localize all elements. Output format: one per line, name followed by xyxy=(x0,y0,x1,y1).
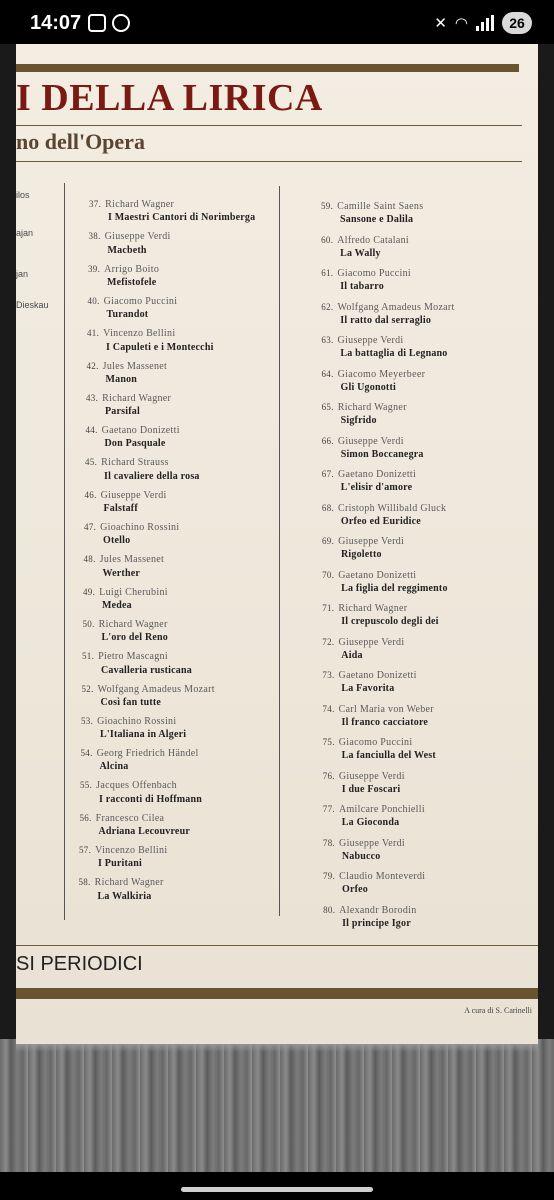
opera-entry xyxy=(322,565,448,595)
entry-number: 42. xyxy=(86,360,99,371)
entry-number: 69. xyxy=(322,536,335,546)
screenshot-icon xyxy=(88,14,106,32)
entry-composer: Cristoph Willibald Gluck xyxy=(338,502,447,514)
entry-number: 40. xyxy=(87,295,100,306)
opera-entry xyxy=(322,397,407,427)
opera-entry xyxy=(321,330,447,360)
entry-number: 49. xyxy=(83,586,96,597)
entry-composer: Luigi Cherubini xyxy=(99,586,168,598)
entry-number: 54. xyxy=(80,748,93,759)
entry-number: 63. xyxy=(321,335,334,345)
entry-number: 65. xyxy=(321,402,334,412)
mute-icon: ✕ xyxy=(434,15,447,32)
entry-number: 55. xyxy=(80,780,93,791)
entry-number: 50. xyxy=(82,618,95,629)
home-gesture-handle[interactable] xyxy=(181,1187,373,1192)
entry-opera: I Maestri Cantori di Norimberga xyxy=(108,212,256,224)
entry-number: 76. xyxy=(322,770,335,781)
entry-opera: Alcina xyxy=(99,761,129,773)
entry-opera: I Capuleti e i Montecchi xyxy=(106,341,214,353)
entry-composer: Carl Maria von Weber xyxy=(338,703,434,715)
entry-opera: Orfeo xyxy=(342,884,368,896)
entry-composer: Vincenzo Bellini xyxy=(103,328,176,340)
entry-opera: Adriana Lecouvreur xyxy=(98,826,190,838)
wood-floor xyxy=(0,1039,554,1172)
entry-composer: Georg Friedrich Händel xyxy=(96,748,199,760)
entry-number: 62. xyxy=(321,301,334,312)
entry-opera: Otello xyxy=(103,535,131,547)
entry-number: 78. xyxy=(322,837,336,848)
entry-number: 53. xyxy=(81,715,94,726)
opera-entry xyxy=(322,431,424,461)
entry-number: 59. xyxy=(321,201,334,211)
entry-composer: Francesco Cilea xyxy=(95,812,165,824)
bottom-gold-bar xyxy=(16,988,538,999)
entry-opera: La Gioconda xyxy=(341,817,400,829)
opera-entry xyxy=(323,900,416,930)
footer-rule xyxy=(16,945,538,946)
booklet-page xyxy=(16,44,538,1044)
entry-opera: Aida xyxy=(341,649,363,661)
entry-number: 72. xyxy=(322,636,335,647)
opera-entry xyxy=(80,808,190,838)
entry-opera: L'Italiana in Algeri xyxy=(100,729,187,741)
entry-opera: I due Foscari xyxy=(341,783,401,795)
entry-composer: Camille Saint Saens xyxy=(337,201,424,212)
entry-number: 46. xyxy=(84,489,97,500)
entry-number: 44. xyxy=(85,425,98,436)
entry-composer: Giuseppe Verdi xyxy=(337,435,404,447)
entry-opera: Gli Ugonotti xyxy=(340,381,396,393)
opera-entry xyxy=(88,259,159,289)
opera-entry xyxy=(321,230,409,260)
entry-composer: Wolfgang Amadeus Mozart xyxy=(337,301,455,313)
fragment-item: ajan xyxy=(16,228,34,238)
entry-composer: Richard Wagner xyxy=(337,402,407,413)
entry-opera: Medea xyxy=(102,599,132,611)
page-subtitle: no dell'Opera xyxy=(16,129,145,154)
entry-composer: Richard Wagner xyxy=(105,199,175,210)
entry-composer: Giacomo Puccini xyxy=(103,295,178,307)
entry-number: 67. xyxy=(321,469,334,479)
entry-number: 74. xyxy=(322,703,335,714)
opera-entry xyxy=(81,711,186,741)
fragment-item: jan xyxy=(16,269,29,279)
entry-composer: Giuseppe Verdi xyxy=(339,837,405,849)
entry-composer: Gaetano Donizetti xyxy=(338,670,417,681)
opera-entry xyxy=(323,699,434,729)
entry-composer: Richard Strauss xyxy=(101,457,169,469)
fragment-item: ilos xyxy=(16,190,30,200)
opera-entry xyxy=(322,498,446,528)
opera-entry xyxy=(83,614,169,644)
opera-entry xyxy=(86,388,171,418)
entry-composer: Gioachino Rossini xyxy=(97,715,177,727)
entry-number: 47. xyxy=(84,522,97,532)
entry-opera: Il franco cacciatore xyxy=(341,716,429,728)
entry-number: 48. xyxy=(83,554,96,565)
entry-opera: Così fan tutte xyxy=(100,696,162,708)
entry-composer: Alfredo Catalani xyxy=(337,234,409,246)
entry-composer: Richard Wagner xyxy=(102,392,172,404)
battery-indicator: 26 xyxy=(502,12,532,34)
opera-entry xyxy=(322,531,404,561)
entry-number: 75. xyxy=(322,737,335,747)
opera-entry xyxy=(84,549,165,579)
entry-composer: Gaetano Donizetti xyxy=(101,425,180,437)
entry-composer: Giuseppe Verdi xyxy=(338,636,405,648)
entry-number: 79. xyxy=(323,871,336,881)
entry-composer: Alexandr Borodin xyxy=(339,904,417,916)
entry-number: 38. xyxy=(88,231,101,242)
opera-entry xyxy=(80,775,202,805)
entry-composer: Richard Wagner xyxy=(94,877,164,889)
page-title: I DELLA LIRICA xyxy=(16,77,323,119)
entry-number: 43. xyxy=(86,392,99,403)
entry-opera: La Wally xyxy=(340,247,381,259)
entry-opera: Parsifal xyxy=(105,406,140,418)
opera-entry xyxy=(79,872,164,902)
entry-number: 77. xyxy=(322,804,335,814)
title-rule xyxy=(16,125,522,126)
entry-number: 70. xyxy=(322,569,335,580)
entry-opera: La Walkiria xyxy=(97,890,152,902)
entry-opera: L'oro del Reno xyxy=(101,632,169,644)
status-time: 14:07 xyxy=(30,12,82,34)
entry-opera: La Favorita xyxy=(341,683,395,695)
entry-number: 51. xyxy=(82,651,95,662)
column-divider xyxy=(279,186,280,916)
top-gold-bar xyxy=(16,64,519,72)
opera-entry xyxy=(322,665,416,695)
entry-number: 52. xyxy=(81,683,94,694)
entry-composer: Richard Wagner xyxy=(338,603,408,614)
entry-number: 60. xyxy=(321,234,334,245)
entry-opera: Falstaff xyxy=(103,503,138,515)
entry-composer: Giuseppe Verdi xyxy=(100,489,167,501)
wifi-icon: ◠ xyxy=(454,15,468,32)
opera-entry xyxy=(89,194,255,224)
entry-opera: Simon Boccanegra xyxy=(340,448,424,460)
opera-entry xyxy=(323,833,405,863)
opera-entry xyxy=(321,196,423,226)
fragment-item: Dieskau xyxy=(16,300,49,310)
entry-composer: Claudio Monteverdi xyxy=(339,871,426,882)
entry-opera: Macbeth xyxy=(107,244,147,256)
entry-composer: Jules Massenet xyxy=(99,554,165,566)
entry-composer: Jules Massenet xyxy=(102,360,168,372)
entry-opera: Don Pasquale xyxy=(104,438,166,450)
opera-entry xyxy=(87,323,214,353)
opera-entry xyxy=(81,743,199,773)
entry-opera: La figlia del reggimento xyxy=(341,582,448,594)
entry-composer: Giuseppe Verdi xyxy=(338,770,405,782)
opera-entry xyxy=(85,485,167,515)
entry-composer: Wolfgang Amadeus Mozart xyxy=(97,683,215,695)
entry-number: 80. xyxy=(323,904,336,915)
entry-opera: Il principe Igor xyxy=(342,917,411,929)
entry-opera: Sigfrido xyxy=(340,415,377,427)
entry-composer: Jacques Offenbach xyxy=(96,780,177,792)
opera-entry xyxy=(86,420,180,450)
opera-entry xyxy=(323,866,425,896)
entry-opera: Il crepuscolo degli dei xyxy=(341,616,439,628)
entry-number: 68. xyxy=(321,502,335,513)
entry-opera: La fanciulla del West xyxy=(341,750,436,762)
entry-opera: Werther xyxy=(102,567,140,579)
entry-composer: Giuseppe Verdi xyxy=(338,536,405,547)
entry-opera: Mefistofele xyxy=(107,276,157,288)
entry-number: 39. xyxy=(88,263,101,274)
entry-opera: Orfeo ed Euridice xyxy=(340,515,421,527)
opera-entry xyxy=(83,582,168,612)
entry-number: 56. xyxy=(79,812,92,823)
entry-number: 37. xyxy=(89,199,102,209)
opera-entry xyxy=(321,263,411,293)
opera-entry xyxy=(88,291,178,321)
status-bar xyxy=(0,0,554,44)
entry-number: 61. xyxy=(321,268,334,278)
entry-number: 73. xyxy=(322,670,335,680)
column-divider xyxy=(64,183,65,920)
entry-composer: Amilcare Ponchielli xyxy=(338,804,425,815)
opera-entry xyxy=(322,598,438,628)
entry-composer: Gaetano Donizetti xyxy=(337,469,417,480)
opera-entry xyxy=(79,840,167,870)
entry-opera: I Puritani xyxy=(98,858,142,870)
opera-entry xyxy=(322,364,426,394)
credit-text: A cura di S. Carinelli xyxy=(464,1006,532,1015)
entry-opera: Il tabarro xyxy=(340,281,384,293)
entry-number: 45. xyxy=(85,457,98,468)
entry-opera: Rigoletto xyxy=(341,549,382,561)
entry-opera: I racconti di Hoffmann xyxy=(99,793,203,805)
subtitle-rule xyxy=(16,161,522,162)
entry-opera: Il ratto dal serraglio xyxy=(340,314,432,326)
opera-entry xyxy=(321,297,454,327)
entry-composer: Giacomo Meyerbeer xyxy=(337,368,426,380)
entry-composer: Giacomo Puccini xyxy=(338,737,413,748)
opera-entry xyxy=(87,356,168,386)
signal-icon xyxy=(476,15,494,31)
entry-opera: Cavalleria rusticana xyxy=(101,664,192,676)
whatsapp-icon xyxy=(112,14,130,32)
opera-entry xyxy=(85,452,200,482)
opera-entry xyxy=(89,226,171,256)
entry-opera: Il cavaliere della rosa xyxy=(104,470,200,482)
entry-composer: Pietro Mascagni xyxy=(98,651,168,663)
opera-entry xyxy=(322,632,404,662)
entry-number: 71. xyxy=(322,603,335,613)
entry-number: 41. xyxy=(87,328,100,339)
entry-composer: Giuseppe Verdi xyxy=(337,335,404,346)
footer-text: SI PERIODICI xyxy=(16,953,143,975)
opera-entry xyxy=(323,766,405,796)
opera-entry xyxy=(322,464,416,494)
entry-composer: Giacomo Puccini xyxy=(337,268,411,279)
entry-number: 57. xyxy=(79,845,92,855)
entry-number: 58. xyxy=(78,877,91,888)
entry-composer: Giuseppe Verdi xyxy=(104,231,171,243)
entry-number: 64. xyxy=(321,368,334,379)
navigation-bar xyxy=(0,1172,554,1200)
entry-opera: Manon xyxy=(105,373,138,385)
opera-entry xyxy=(84,517,179,547)
opera-entry xyxy=(323,732,436,762)
entry-composer: Richard Wagner xyxy=(98,618,168,630)
entry-opera: Sansone e Dalila xyxy=(340,214,414,226)
opera-entry xyxy=(323,799,425,829)
opera-entry xyxy=(82,646,192,676)
entry-number: 66. xyxy=(321,435,334,446)
entry-opera: L'elisir d'amore xyxy=(340,482,413,494)
photo xyxy=(0,44,554,1172)
entry-opera: Nabucco xyxy=(341,850,381,862)
entry-composer: Vincenzo Bellini xyxy=(95,845,168,856)
opera-entry xyxy=(82,679,215,709)
entry-composer: Arrigo Boito xyxy=(104,263,160,275)
entry-composer: Gaetano Donizetti xyxy=(338,569,417,581)
entry-opera: La battaglia di Legnano xyxy=(340,348,448,360)
entry-composer: Gioachino Rossini xyxy=(100,522,180,533)
entry-opera: Turandot xyxy=(106,309,149,321)
